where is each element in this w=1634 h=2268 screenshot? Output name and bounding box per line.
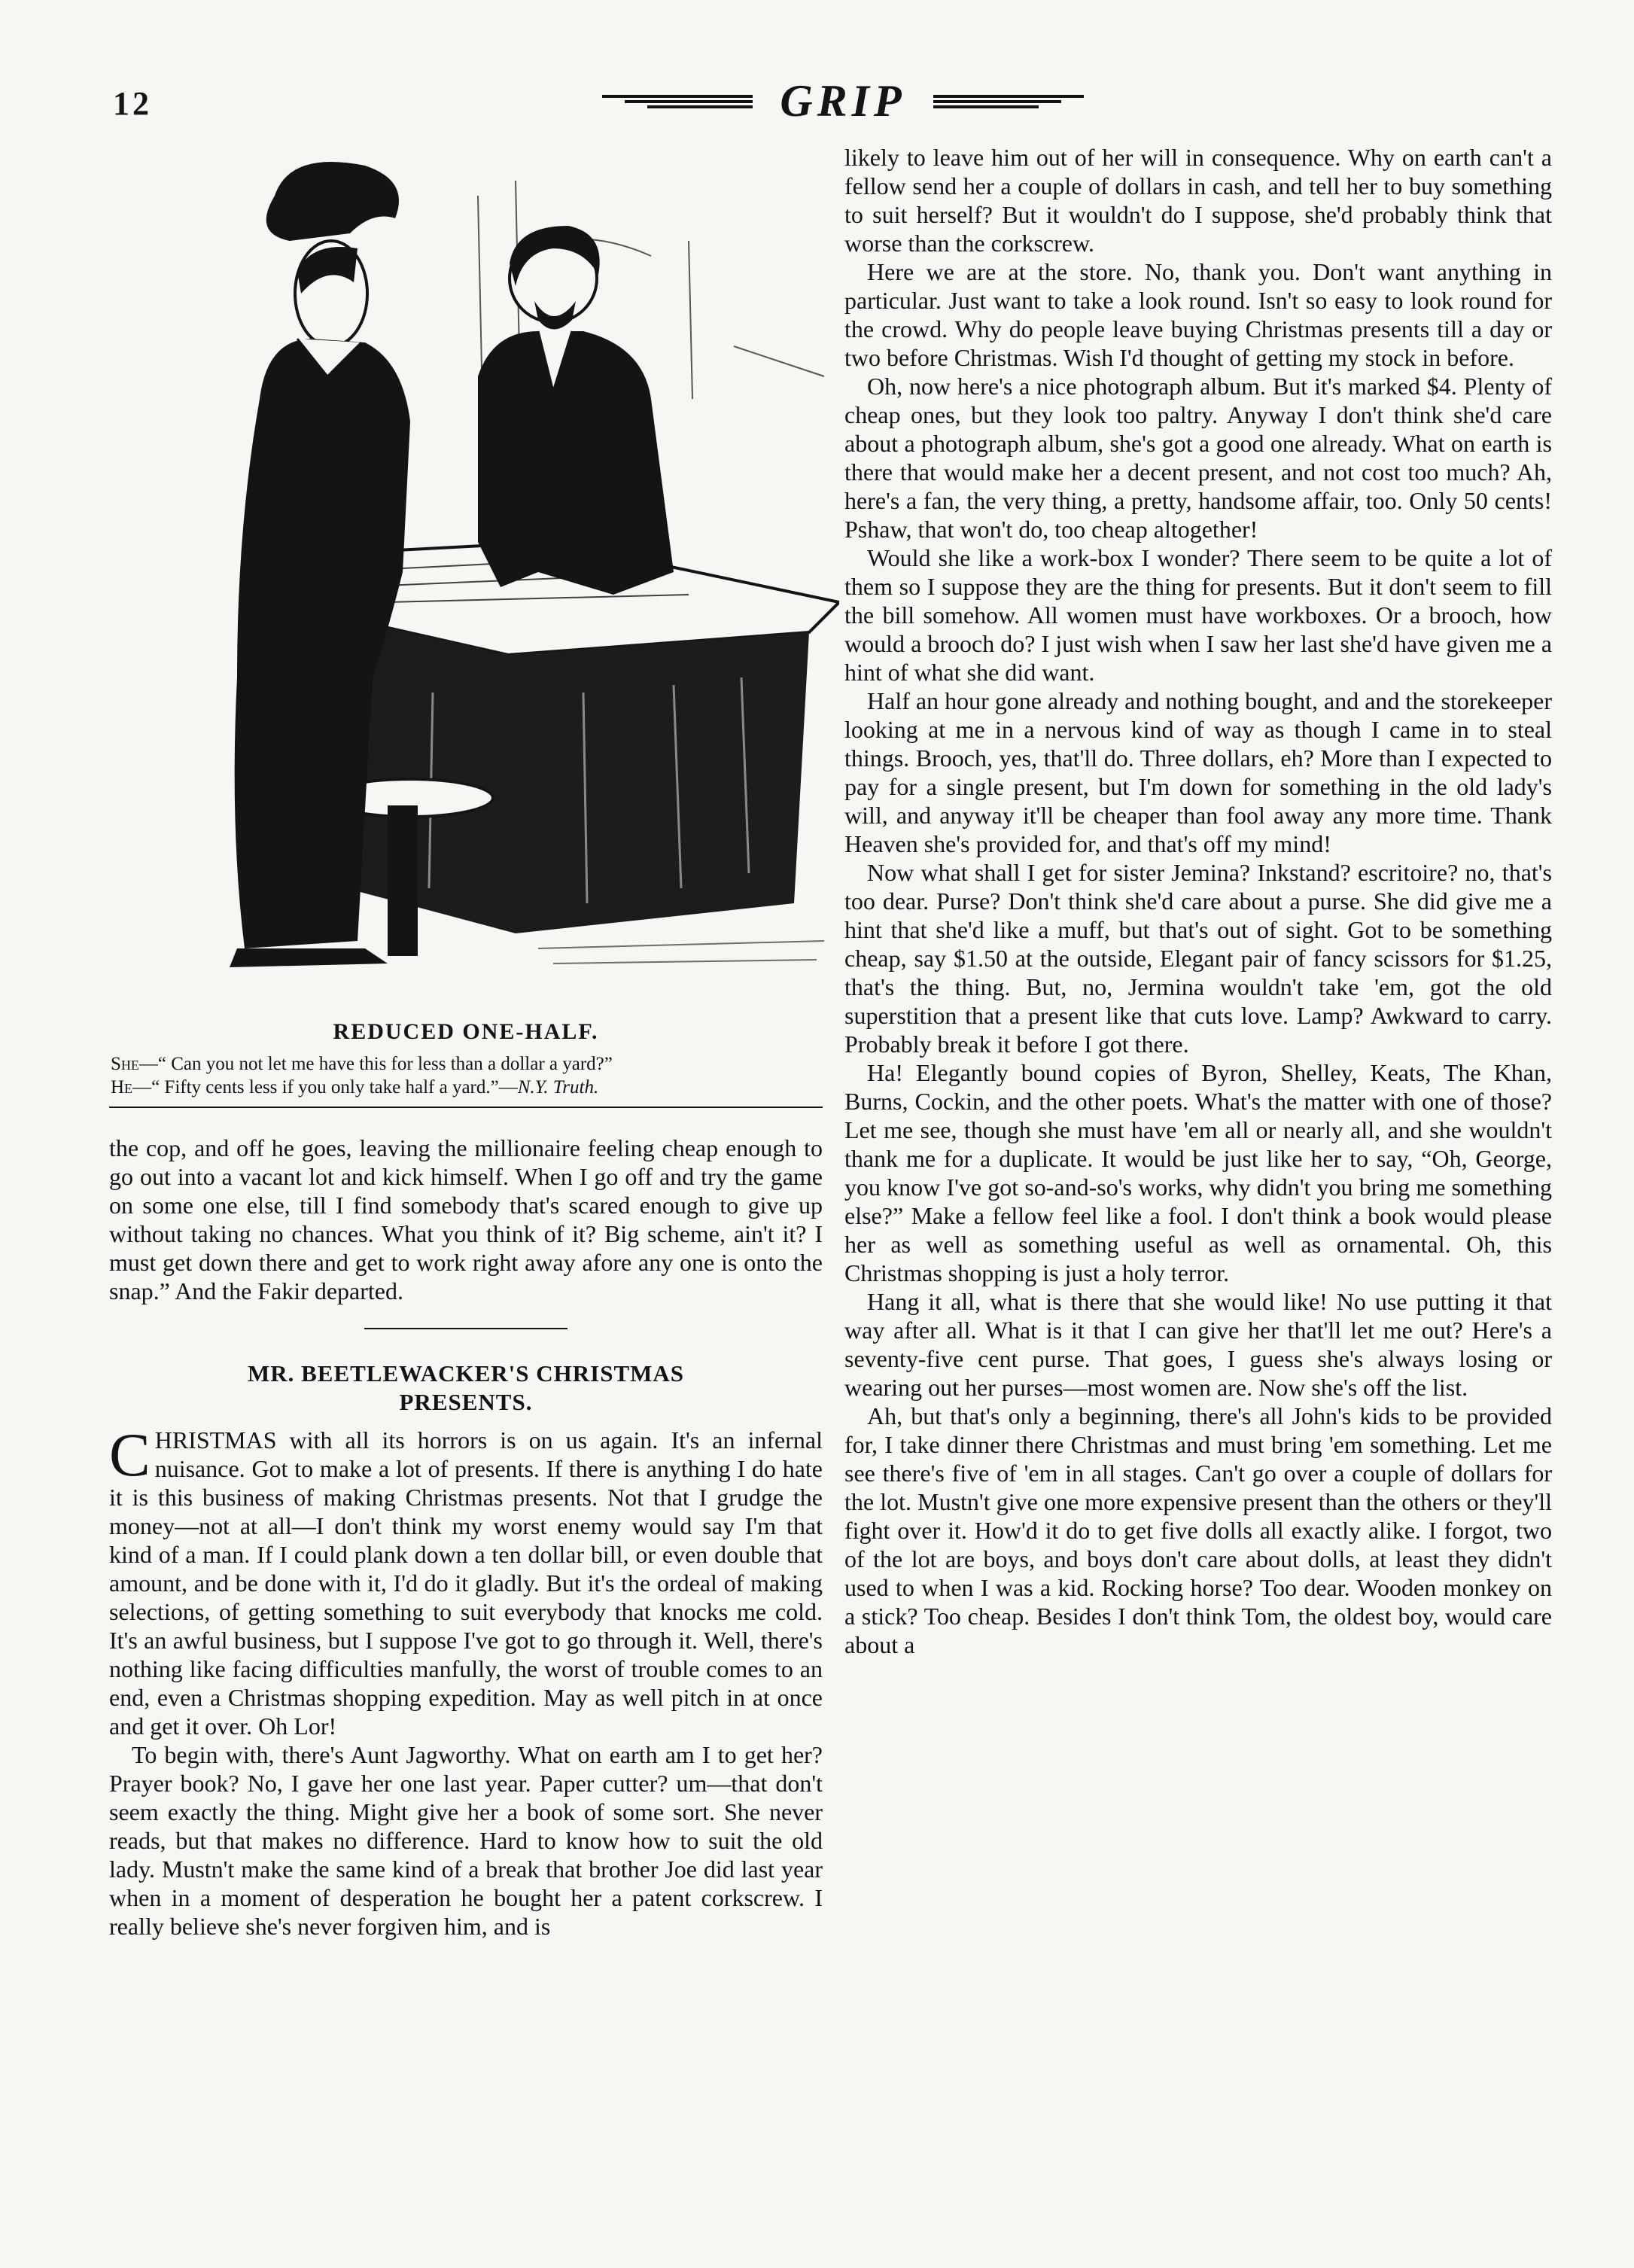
right-paragraph-8: Hang it all, what is there that she would like! No use putting it that way after all. What is it that I can give her that'll let me out? Here's a seventy-five cent purse. That goes, I guess she's always losing or wearing out her purses—most women are. Now she's off the list. bbox=[844, 1288, 1552, 1401]
article-paragraph-1-text: HRISTMAS with all its horrors is on us again. It's an infernal nuisance. Got to make a lot of presents. If there is anything I do hate it is this business of making Christmas presents. Not that I grudge the money—not at all—I don't think my worst enemy would say I'm that kind of a man. If I could plank down a ten dollar bill, or even double that amount, and be done with it, I'd do it gladly. But it's the ordeal of making selections, of getting something to suit everybody that knocks me cold. It's an awful business, but I suppose I've got to go through it. Well, there's nothing like facing difficulties manfully, the worst of trouble comes to an end, even a Christmas shopping expedition. May as well pitch in at once and get it over. Oh Lor! bbox=[109, 1426, 823, 1740]
section-divider bbox=[364, 1328, 567, 1329]
caption-she-line bbox=[111, 1052, 823, 1076]
right-paragraph-1: likely to leave him out of her will in consequence. Why on earth can't a fellow send her a couple of dollars in cash, and tell her to buy something to suit herself? But it wouldn't do I suppose, she'd probably think that worse than the corkscrew. bbox=[844, 144, 1552, 257]
caption-she-label: She— bbox=[111, 1054, 158, 1074]
article-paragraph-1 bbox=[109, 1420, 823, 1740]
masthead-rule-right bbox=[933, 95, 1084, 107]
caption-rule bbox=[109, 1107, 823, 1108]
illustration-caption-title: REDUCED ONE-HALF. bbox=[333, 1019, 599, 1044]
caption-he-label: He— bbox=[111, 1077, 152, 1097]
masthead-rule-left bbox=[602, 95, 753, 107]
caption-she-text: “ Can you not let me have this for less than a dollar a yard?” bbox=[157, 1054, 613, 1074]
continued-paragraph: the cop, and off he goes, leaving the millionaire feeling cheap enough to go out into a vacant lot and kick himself. When I go off and try the game on some one else, till I find somebody that's scared enough to give up without taking no chances. What you think of it? Big scheme, ain't it? I must get down there and get to work right away afore any one is onto the snap.” And the Fakir departed. bbox=[109, 1134, 823, 1304]
right-paragraph-5: Half an hour gone already and nothing bought, and and the storekeeper looking at me in a nervous kind of way as though I came in to steal things. Brooch, yes, that'll do. Three dollars, eh? More than I expected to pay for a single present, but I'm down for something in the old lady's will, and anyway it'll be cheaper than fool away any more time. Thank Heaven she's provided for, and that's off my mind! bbox=[844, 687, 1552, 857]
dropcap-letter: C bbox=[109, 1420, 151, 1489]
article-paragraph-2: To begin with, there's Aunt Jagworthy. What on earth am I to get her? Prayer book? No, I gave her one last year. Paper cutter? um—that don't seem exactly the thing. Might give her a book of some sort. She never reads, but that makes no difference. Hard to know how to suit the old lady. Mustn't make the same kind of a break that brother Joe did last year when in a moment of desperation he bought her a patent corkscrew. I really believe she's never forgiven him, and is bbox=[109, 1741, 823, 1940]
right-paragraph-3: Oh, now here's a nice photograph album. But it's marked $4. Plenty of cheap ones, but they look too paltry. Anyway I don't think she'd care about a photograph album, she's got a good one already. What on earth is there that would make her a decent present, and not cost too much? Ah, here's a fan, the very thing, a pretty, handsome affair, too. Only 50 cents! Pshaw, that won't do, too cheap altogether! bbox=[844, 373, 1552, 543]
right-paragraph-2: Here we are at the store. No, thank you. Don't want anything in particular. Just want to take a look round. Isn't so easy to look round for the crowd. Why do people leave buying Christmas presents till a day or two before Christmas. Wish I'd thought of getting my stock in before. bbox=[844, 258, 1552, 371]
right-paragraph-4: Would she like a work-box I wonder? There seem to be quite a lot of them so I suppose they are the thing for presents. But it don't seem to fill the bill somehow. All women must have workboxes. Or a brooch, how would a brooch do? I just wish when I saw her last she'd have given me a hint of what she did want. bbox=[844, 544, 1552, 686]
masthead-title: GRIP bbox=[780, 76, 906, 126]
right-paragraph-9: Ah, but that's only a beginning, there's all John's kids to be provided for, I take dinner there Christmas and must bring 'em something. Let me see there's five of 'em in all stages. Can't go over a couple of dollars for the lot. Mustn't give one more expensive present than the others or they'll fight over it. How'd it do to get five dolls all exactly alike. I forgot, two of the lot are boys, and boys don't care about dolls, at least they didn't used to when I was a kid. Rocking horse? Too dear. Wooden monkey on a stick? Too cheap. Besides I don't think Tom, the oldest boy, would care about a bbox=[844, 1402, 1552, 1658]
caption-he-text: “ Fifty cents less if you only take half a yard.”— bbox=[151, 1077, 518, 1097]
illustration-shop-counter bbox=[162, 151, 839, 1001]
masthead bbox=[602, 75, 1084, 128]
right-column bbox=[844, 143, 1552, 1659]
caption-he-line bbox=[111, 1076, 823, 1099]
left-column bbox=[109, 143, 823, 1941]
right-paragraph-6: Now what shall I get for sister Jemina? Inkstand? escritoire? no, that's too dear. Purse? Don't think she'd care about a purse. She did give me a hint that she'd like a muff, but that's out of sight. Got to be something cheap, say $1.50 at the outside, Elegant pair of fancy scissors for $1.25, that's the thing. But, no, Jermina wouldn't take 'em, got the old superstition that a present like that cuts love. Lamp? Awkward to carry. Probably break it before I got there. bbox=[844, 859, 1552, 1058]
article-title-line2: PRESENTS. bbox=[399, 1389, 533, 1415]
article-title bbox=[109, 1359, 823, 1417]
page-number: 12 bbox=[113, 85, 152, 122]
caption-credit: N.Y. Truth. bbox=[517, 1077, 599, 1097]
article-title-line1: MR. BEETLEWACKER'S CHRISTMAS bbox=[247, 1360, 685, 1387]
right-paragraph-7: Ha! Elegantly bound copies of Byron, Shelley, Keats, The Khan, Burns, Cockin, and the other poets. What's the matter with one of those? Let me see, though she must have 'em all or nearly all, and she wouldn't thank me for a duplicate. It would be just like her to say, “Oh, George, you know I've got so-and-so's works, why didn't you bring me something else?” Make a fellow feel like a fool. I don't think a book would please her as well as something useful as well as ornamental. Oh, this Christmas shopping is just a holy terror. bbox=[844, 1059, 1552, 1286]
